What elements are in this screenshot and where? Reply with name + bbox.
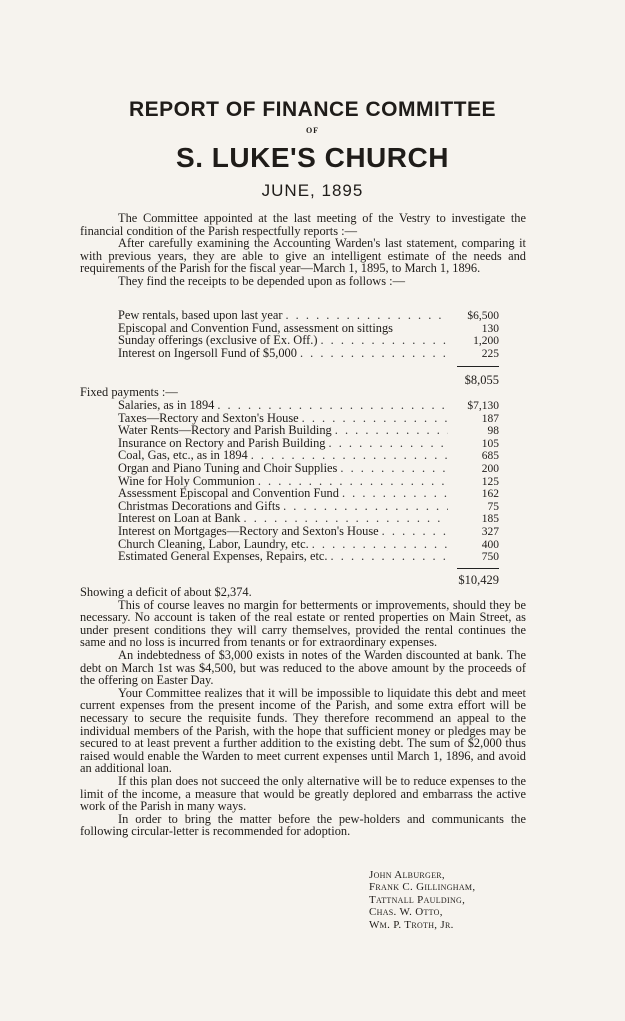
signatory: Tattnall Paulding, (369, 893, 466, 906)
leader-dots (335, 424, 448, 437)
intro-section (80, 212, 526, 288)
closing-paragraph-3: Your Committee realizes that it will be impossible to liquidate this debt and meet current expenses from the present income of the Parish, and some extra effort will be necessary to secure the requisite funds. They therefore recommend an appeal to the individual members of the Parish, with the hope that sufficient money or pledges may be secured to at least prevent a further addition to the existing debt. The sum of $2,000 thus raised would enable the Warden to meet current expenses until March 1, 1896, and avoid an additional loan. (80, 685, 526, 776)
payment-amount: 327 (481, 525, 499, 538)
payment-label: Taxes—Rectory and Sexton's House (118, 410, 299, 425)
leader-dots (285, 309, 448, 322)
title-of: OF (305, 126, 320, 135)
closing-paragraph-5: In order to bring the matter before the pew-holders and communicants the following circular-letter is recommended for adoption. (80, 811, 526, 839)
closing-paragraph-2: An indebtedness of $3,000 exists in notes of the Warden discounted at bank. The debt on March 1st was $4,500, but was reduced to the above amount by the proceeds of the offering on Easter Day. (80, 647, 526, 688)
receipts-total: $8,055 (464, 373, 499, 387)
receipt-row (118, 347, 499, 360)
receipt-row (118, 334, 499, 347)
leader-dots (382, 525, 448, 538)
receipt-label: Sunday offerings (exclusive of Ex. Off.) (118, 333, 318, 348)
payment-label: Insurance on Rectory and Parish Building (118, 435, 326, 450)
payment-row (118, 424, 499, 437)
report-title: REPORT OF FINANCE COMMITTEE (129, 98, 496, 121)
payment-label: Salaries, as in 1894 (118, 398, 215, 412)
payment-label: Wine for Holy Communion (118, 473, 255, 488)
payment-label: Church Cleaning, Labor, Laundry, etc. (118, 536, 309, 551)
receipt-label: Interest on Ingersoll Fund of $5,000 (118, 345, 297, 360)
receipt-amount: 225 (481, 347, 499, 360)
intro-paragraph-2: After carefully examining the Accounting Warden's last statement, comparing it with previous years, they are able to give an intelligent estimate of the needs and requirements of the Parish for the fiscal year—March 1, 1895, to March 1, 1896. (80, 236, 526, 276)
payment-amount: 685 (481, 450, 499, 463)
payment-row (118, 525, 499, 538)
signatory: John Alburger, (369, 869, 445, 881)
leader-dots (217, 399, 448, 412)
leader-dots (283, 500, 448, 513)
leader-dots (340, 462, 448, 475)
fixed-payments-label: Fixed payments :— (80, 385, 178, 399)
receipt-amount: $6,500 (467, 310, 499, 322)
closing-section (80, 586, 526, 838)
receipts-total-rule (457, 366, 499, 367)
payment-label: Coal, Gas, etc., as in 1894 (118, 448, 248, 463)
leader-dots (329, 437, 448, 450)
intro-paragraph-1: The Committee appointed at the last meeting of the Vestry to investigate the financial condition of the Parish respectfully reports :— (80, 211, 526, 238)
leader-dots (300, 347, 448, 360)
leader-dots (320, 334, 448, 347)
receipt-row (118, 309, 499, 322)
intro-paragraph-3: They find the receipts to be depended upon as follows :— (118, 273, 405, 288)
leader-dots (331, 550, 448, 563)
deficit-statement: Showing a deficit of about $2,374. (80, 585, 252, 599)
payment-amount: 187 (481, 412, 499, 425)
payment-label: Estimated General Expenses, Repairs, etc. (118, 549, 328, 564)
payment-row (118, 399, 499, 412)
payment-row (118, 462, 499, 475)
payments-total: $10,429 (458, 573, 499, 587)
payment-amount: $7,130 (467, 400, 499, 412)
payment-amount: 125 (481, 475, 499, 488)
payment-amount: 750 (481, 551, 499, 564)
payment-label: Water Rents—Rectory and Parish Building (118, 423, 332, 438)
payment-row (118, 487, 499, 500)
receipt-amount: 1,200 (473, 335, 499, 348)
payment-amount: 200 (481, 462, 499, 475)
payment-amount: 105 (481, 437, 499, 450)
payment-amount: 98 (487, 425, 499, 438)
payments-total-rule (457, 568, 499, 569)
payment-label: Interest on Loan at Bank (118, 511, 241, 526)
payment-amount: 185 (481, 513, 499, 526)
payment-label: Interest on Mortgages—Rectory and Sexton's House (118, 523, 379, 538)
closing-paragraph-1: This of course leaves no margin for betterments or improvements, should they be necessary. No account is taken of the real estate or rented properties on Main Street, as under present conditions they will carry themselves, provided the rental continues the same and no loss is incurred from tenants or for extraordinary expenses. (80, 597, 526, 650)
church-name: S. LUKE'S CHURCH (176, 142, 449, 173)
signatory: Chas. W. Otto, (369, 906, 443, 919)
receipt-label: Episcopal and Convention Fund, assessment on sittings (118, 320, 393, 335)
leader-dots (312, 538, 448, 551)
signatures (369, 869, 475, 931)
signatory: Frank C. Gillingham, (369, 881, 476, 894)
payment-row (118, 550, 499, 563)
payment-label: Organ and Piano Tuning and Choir Supplies (118, 460, 338, 475)
payment-amount: 75 (487, 500, 499, 513)
closing-paragraph-4: If this plan does not succeed the only alternative will be to reduce expenses to the limit of the income, a measure that would be greatly deplored and embarrass the active work of the Parish in many ways. (80, 773, 526, 814)
payment-label: Assessment Episcopal and Convention Fund (118, 486, 339, 501)
receipts-table (118, 309, 499, 359)
receipt-label: Pew rentals, based upon last year (118, 308, 283, 322)
payment-label: Christmas Decorations and Gifts (118, 498, 281, 513)
signatory: Wm. P. Troth, Jr. (369, 918, 454, 931)
leader-dots (342, 487, 448, 500)
payment-amount: 400 (481, 538, 499, 551)
payment-amount: 162 (481, 488, 499, 501)
report-date: JUNE, 1895 (261, 181, 364, 200)
fixed-payments-table (118, 399, 499, 563)
receipt-amount: 130 (481, 322, 499, 335)
